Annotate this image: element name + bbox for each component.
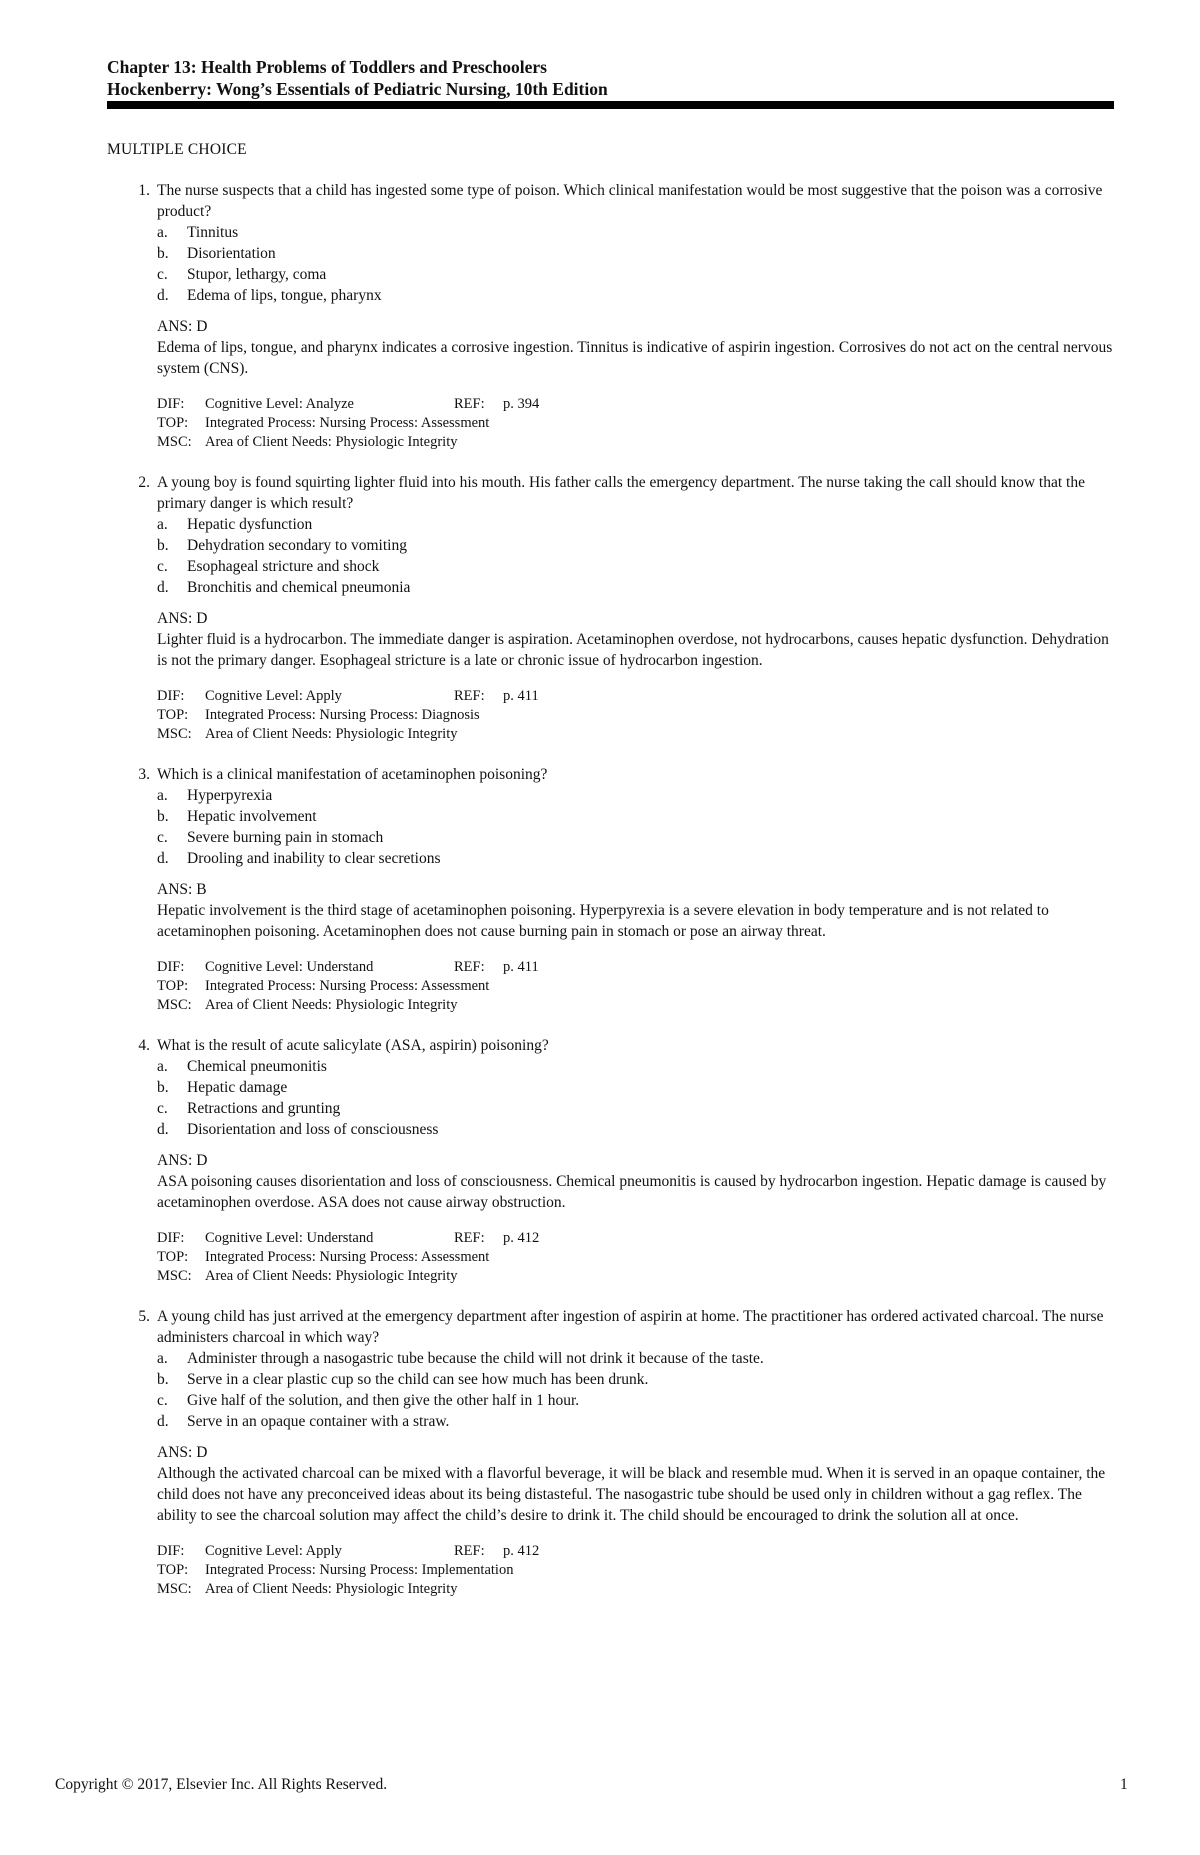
top-value: Integrated Process: Nursing Process: Assessment xyxy=(205,978,490,994)
top-label: TOP: xyxy=(157,415,189,431)
msc-label: MSC: xyxy=(157,726,192,742)
option-b xyxy=(157,806,1117,827)
question-number: 4. xyxy=(138,1037,150,1054)
option-text: Severe burning pain in stomach xyxy=(187,829,384,846)
dif-value: Cognitive Level: Understand xyxy=(205,1230,374,1246)
option-letter: d. xyxy=(157,850,169,867)
option-letter: c. xyxy=(157,266,168,283)
question-4 xyxy=(107,1035,1117,1286)
option-text: Edema of lips, tongue, pharynx xyxy=(187,287,382,304)
msc-label: MSC: xyxy=(157,1268,192,1284)
question-number: 5. xyxy=(138,1308,150,1325)
ref-value: p. 411 xyxy=(503,959,539,975)
option-text: Tinnitus xyxy=(187,224,239,241)
option-letter: d. xyxy=(157,287,169,304)
ref-label: REF: xyxy=(454,959,485,975)
option-a xyxy=(157,222,1117,243)
option-a xyxy=(157,1348,777,1369)
question-list xyxy=(107,180,1117,1619)
option-c xyxy=(157,556,1117,577)
option-letter: c. xyxy=(157,558,168,575)
option-a xyxy=(157,785,1117,806)
option-text: Hepatic involvement xyxy=(187,808,317,825)
option-text: Esophageal stricture and shock xyxy=(187,558,380,575)
dif-value: Cognitive Level: Analyze xyxy=(205,396,354,412)
top-label: TOP: xyxy=(157,978,189,994)
option-letter: c. xyxy=(157,829,168,846)
rationale: Hepatic involvement is the third stage of acetaminophen poisoning. Hyperpyrexia is a severe elevation in body temperature and is not related to acetaminophen poisoning. Acetaminophen does not cause burning pain in stomach or pose an airway threat. xyxy=(157,902,1049,940)
option-b xyxy=(157,243,1117,264)
question-metadata xyxy=(157,687,1117,744)
option-d xyxy=(157,285,1117,306)
msc-label: MSC: xyxy=(157,997,192,1013)
ref-value: p. 411 xyxy=(503,688,539,704)
answer-options xyxy=(157,785,1117,869)
msc-value: Area of Client Needs: Physiologic Integrity xyxy=(205,1268,458,1284)
top-value: Integrated Process: Nursing Process: Assessment xyxy=(205,1249,490,1265)
option-text: Stupor, lethargy, coma xyxy=(187,266,327,283)
dif-value: Cognitive Level: Apply xyxy=(205,1543,342,1559)
option-text: Drooling and inability to clear secretions xyxy=(187,850,441,867)
option-letter: c. xyxy=(157,1392,168,1409)
ref-value: p. 412 xyxy=(503,1230,540,1246)
option-d xyxy=(157,1411,1117,1432)
rationale: ASA poisoning causes disorientation and loss of consciousness. Chemical pneumonitis is caused by hydrocarbon ingestion. Hepatic damage is caused by acetaminophen overdose. ASA does not cause airway obstruction. xyxy=(157,1173,1107,1211)
msc-label: MSC: xyxy=(157,1581,192,1597)
option-d xyxy=(157,1119,1117,1140)
question-metadata xyxy=(157,1542,1117,1599)
answer-options xyxy=(157,222,1117,306)
option-c xyxy=(157,827,1117,848)
option-text: Hepatic damage xyxy=(187,1079,288,1096)
msc-value: Area of Client Needs: Physiologic Integrity xyxy=(205,726,458,742)
dif-value: Cognitive Level: Apply xyxy=(205,688,342,704)
rationale: Lighter fluid is a hydrocarbon. The immediate danger is aspiration. Acetaminophen overdose, not hydrocarbons, causes hepatic dysfunction. Dehydration is not the primary danger. Esophageal stricture is a late or chronic issue of hydrocarbon ingestion. xyxy=(157,631,1109,669)
option-letter: a. xyxy=(157,1350,168,1367)
option-letter: b. xyxy=(157,537,169,554)
option-text: Hyperpyrexia xyxy=(187,787,273,804)
msc-value: Area of Client Needs: Physiologic Integrity xyxy=(205,434,458,450)
option-letter: d. xyxy=(157,1121,169,1138)
option-text: Chemical pneumonitis xyxy=(187,1058,327,1075)
question-5 xyxy=(107,1306,1117,1599)
option-text: Give half of the solution, and then give the other half in 1 hour. xyxy=(187,1392,580,1409)
rationale: Edema of lips, tongue, and pharynx indicates a corrosive ingestion. Tinnitus is indicative of aspirin ingestion. Corrosives do not act on the central nervous system (CNS). xyxy=(157,339,1113,377)
option-text: Serve in an opaque container with a straw. xyxy=(187,1413,450,1430)
option-letter: b. xyxy=(157,1079,169,1096)
question-number: 3. xyxy=(138,766,150,783)
question-metadata xyxy=(157,958,1117,1015)
dif-label: DIF: xyxy=(157,1543,185,1559)
answer-options xyxy=(157,1348,1117,1432)
section-label: MULTIPLE CHOICE xyxy=(107,141,247,158)
option-text: Bronchitis and chemical pneumonia xyxy=(187,579,411,596)
top-value: Integrated Process: Nursing Process: Assessment xyxy=(205,415,490,431)
question-stem: What is the result of acute salicylate (ASA, aspirin) poisoning? xyxy=(157,1037,549,1054)
msc-value: Area of Client Needs: Physiologic Integrity xyxy=(205,1581,458,1597)
rationale: Although the activated charcoal can be mixed with a flavorful beverage, it will be black and resemble mud. When it is served in an opaque container, the child does not have any preconceived ideas about its being distasteful. The nasogastric tube should be used only in children without a gag reflex. The ability to see the charcoal solution may affect the child’s desire to drink it. The child should be encouraged to drink the solution all at once. xyxy=(157,1465,1106,1524)
dif-label: DIF: xyxy=(157,959,185,975)
option-a xyxy=(157,514,1117,535)
ref-value: p. 412 xyxy=(503,1543,540,1559)
answer-key: ANS: D xyxy=(157,1152,208,1169)
question-stem: The nurse suspects that a child has ingested some type of poison. Which clinical manifestation would be most suggestive that the poison was a corrosive product? xyxy=(157,182,1103,220)
question-number: 2. xyxy=(138,474,150,491)
chapter-title: Chapter 13: Health Problems of Toddlers and Preschoolers xyxy=(107,57,547,77)
copyright-notice: Copyright © 2017, Elsevier Inc. All Rights Reserved. xyxy=(55,1776,388,1793)
header-rule xyxy=(107,101,1114,109)
option-letter: b. xyxy=(157,808,169,825)
ref-label: REF: xyxy=(454,688,485,704)
answer-options xyxy=(157,1056,1117,1140)
answer-key: ANS: B xyxy=(157,881,207,898)
question-stem: Which is a clinical manifestation of acetaminophen poisoning? xyxy=(157,766,548,783)
question-metadata xyxy=(157,395,1117,452)
question-3 xyxy=(107,764,1117,1015)
option-letter: d. xyxy=(157,1413,169,1430)
answer-key: ANS: D xyxy=(157,610,208,627)
ref-label: REF: xyxy=(454,396,485,412)
book-title: Hockenberry: Wong’s Essentials of Pediatric Nursing, 10th Edition xyxy=(107,79,608,99)
question-stem: A young child has just arrived at the emergency department after ingestion of aspirin at home. The practitioner has ordered activated charcoal. The nurse administers charcoal in which way? xyxy=(157,1308,1104,1346)
page-header xyxy=(107,56,1114,100)
option-letter: a. xyxy=(157,1058,168,1075)
option-letter: b. xyxy=(157,1371,169,1388)
option-text: Hepatic dysfunction xyxy=(187,516,313,533)
ref-label: REF: xyxy=(454,1543,485,1559)
question-number: 1. xyxy=(138,182,150,199)
option-letter: a. xyxy=(157,516,168,533)
msc-value: Area of Client Needs: Physiologic Integrity xyxy=(205,997,458,1013)
option-c xyxy=(157,264,1117,285)
question-stem: A young boy is found squirting lighter fluid into his mouth. His father calls the emergency department. The nurse taking the call should know that the primary danger is which result? xyxy=(157,474,1085,512)
answer-key: ANS: D xyxy=(157,318,208,335)
option-text: Disorientation xyxy=(187,245,276,262)
option-d xyxy=(157,848,1117,869)
top-label: TOP: xyxy=(157,1249,189,1265)
top-label: TOP: xyxy=(157,1562,189,1578)
ref-label: REF: xyxy=(454,1230,485,1246)
option-letter: d. xyxy=(157,579,169,596)
dif-label: DIF: xyxy=(157,688,185,704)
page-number: 1 xyxy=(1120,1776,1128,1793)
option-b xyxy=(157,1369,1117,1390)
question-2 xyxy=(107,472,1117,744)
option-b xyxy=(157,535,1117,556)
option-text: Dehydration secondary to vomiting xyxy=(187,537,407,554)
option-letter: a. xyxy=(157,787,168,804)
top-value: Integrated Process: Nursing Process: Implementation xyxy=(205,1562,514,1578)
option-a xyxy=(157,1056,1117,1077)
dif-label: DIF: xyxy=(157,396,185,412)
question-1 xyxy=(107,180,1117,452)
ref-value: p. 394 xyxy=(503,396,540,412)
option-c xyxy=(157,1098,1117,1119)
answer-key: ANS: D xyxy=(157,1444,208,1461)
option-d xyxy=(157,577,1117,598)
msc-label: MSC: xyxy=(157,434,192,450)
answer-options xyxy=(157,514,1117,598)
top-label: TOP: xyxy=(157,707,189,723)
option-text: Administer through a nasogastric tube because the child will not drink it because of the taste. xyxy=(187,1350,764,1367)
option-letter: a. xyxy=(157,224,168,241)
option-text: Disorientation and loss of consciousness xyxy=(187,1121,439,1138)
option-letter: b. xyxy=(157,245,169,262)
option-c xyxy=(157,1390,1117,1411)
option-b xyxy=(157,1077,1117,1098)
question-metadata xyxy=(157,1229,1117,1286)
top-value: Integrated Process: Nursing Process: Diagnosis xyxy=(205,707,480,723)
dif-label: DIF: xyxy=(157,1230,185,1246)
option-letter: c. xyxy=(157,1100,168,1117)
option-text: Serve in a clear plastic cup so the child can see how much has been drunk. xyxy=(187,1371,649,1388)
option-text: Retractions and grunting xyxy=(187,1100,341,1117)
dif-value: Cognitive Level: Understand xyxy=(205,959,374,975)
